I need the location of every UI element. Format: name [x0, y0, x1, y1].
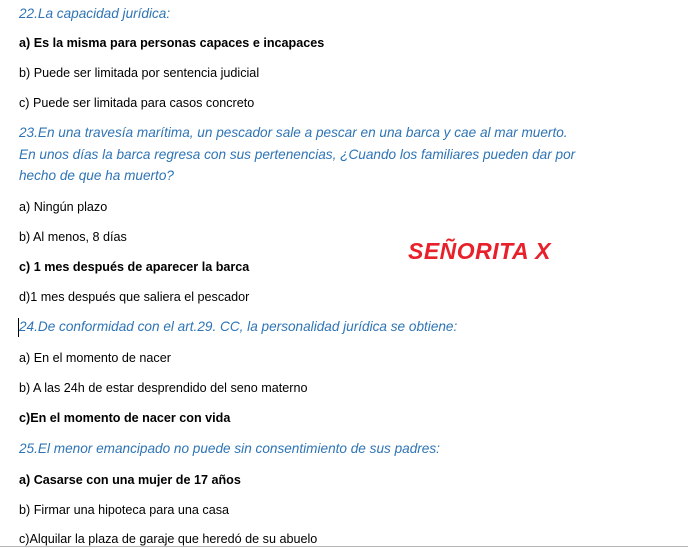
- question-25-option-a: a) Casarse con una mujer de 17 años: [19, 473, 241, 487]
- question-25-title: 25.El menor emancipado no puede sin consentimiento de sus padres:: [19, 441, 440, 456]
- question-24-title: 24.De conformidad con el art.29. CC, la personalidad jurídica se obtiene:: [19, 319, 458, 334]
- question-23-option-d: d)1 mes después que saliera el pescador: [19, 290, 250, 304]
- question-24-option-a: a) En el momento de nacer: [19, 351, 171, 365]
- question-22-title: 22.La capacidad jurídica:: [19, 6, 171, 21]
- question-24-option-b: b) A las 24h de estar desprendido del seno materno: [19, 381, 308, 395]
- question-25-option-b: b) Firmar una hipoteca para una casa: [19, 503, 230, 517]
- question-25-option-c: c)Alquilar la plaza de garaje que heredó de su abuelo: [19, 532, 318, 546]
- question-23-option-c: c) 1 mes después de aparecer la barca: [19, 260, 250, 274]
- watermark-text: SEÑORITA X: [408, 238, 552, 264]
- question-22-option-b: b) Puede ser limitada por sentencia judicial: [19, 66, 260, 80]
- question-23-title: 23.En una travesía marítima, un pescador sale a pescar en una barca y cae al mar muerto. En unos días la barca regresa con sus pertenencias, ¿Cuando los familiares pueden dar por hecho de que ha muerto?: [19, 125, 576, 183]
- question-23-option-b: b) Al menos, 8 días: [19, 230, 127, 244]
- question-23-option-a: a) Ningún plazo: [19, 200, 108, 214]
- question-22-option-a: a) Es la misma para personas capaces e incapaces: [19, 36, 325, 50]
- question-22-option-c: c) Puede ser limitada para casos concreto: [19, 96, 255, 110]
- question-24-option-c: c)En el momento de nacer con vida: [19, 411, 231, 425]
- page-bottom-divider: [0, 546, 688, 547]
